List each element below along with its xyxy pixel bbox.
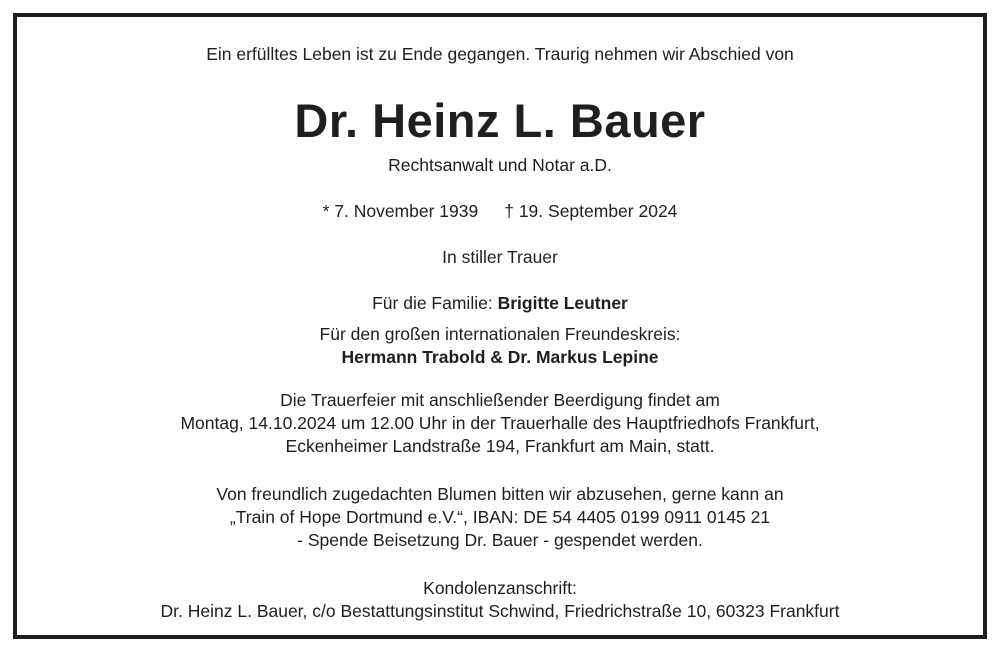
friends-signature	[17, 323, 983, 369]
service-line-3: Eckenheimer Landstraße 194, Frankfurt am Main, statt.	[285, 436, 715, 456]
obituary-frame	[13, 13, 987, 639]
condolence-address	[17, 577, 983, 623]
family-label: Für die Familie:	[372, 293, 493, 313]
intro-text: Ein erfülltes Leben ist zu Ende gegangen. Traurig nehmen wir Abschied von	[206, 44, 794, 64]
donation-line-2: „Train of Hope Dortmund e.V.“, IBAN: DE 54 4405 0199 0911 0145 21	[229, 507, 771, 527]
friends-label: Für den großen internationalen Freundeskreis:	[319, 324, 681, 344]
condolence-label: Kondolenzanschrift:	[423, 578, 577, 598]
service-line-1: Die Trauerfeier mit anschließender Beerdigung findet am	[280, 390, 720, 410]
service-line-2: Montag, 14.10.2024 um 12.00 Uhr in der Trauerhalle des Hauptfriedhofs Frankfurt,	[180, 413, 820, 433]
condolence-address-text: Dr. Heinz L. Bauer, c/o Bestattungsinstitut Schwind, Friedrichstraße 10, 60323 Frankfurt	[160, 601, 840, 621]
deceased-profession: Rechtsanwalt und Notar a.D.	[388, 155, 612, 175]
mourning-text: In stiller Trauer	[442, 247, 558, 267]
birth-date: * 7. November 1939	[322, 201, 479, 221]
family-names: Brigitte Leutner	[497, 293, 628, 313]
family-signature	[17, 292, 983, 315]
donation-line-3: - Spende Beisetzung Dr. Bauer - gespendet werden.	[297, 530, 703, 550]
donation-line-1: Von freundlich zugedachten Blumen bitten wir abzusehen, gerne kann an	[216, 484, 784, 504]
donation-info	[17, 483, 983, 552]
funeral-service-info	[17, 389, 983, 458]
friends-names: Hermann Trabold & Dr. Markus Lepine	[341, 347, 659, 367]
deceased-name: Dr. Heinz L. Bauer	[294, 94, 706, 147]
life-dates	[17, 200, 983, 223]
death-date: † 19. September 2024	[504, 201, 678, 221]
